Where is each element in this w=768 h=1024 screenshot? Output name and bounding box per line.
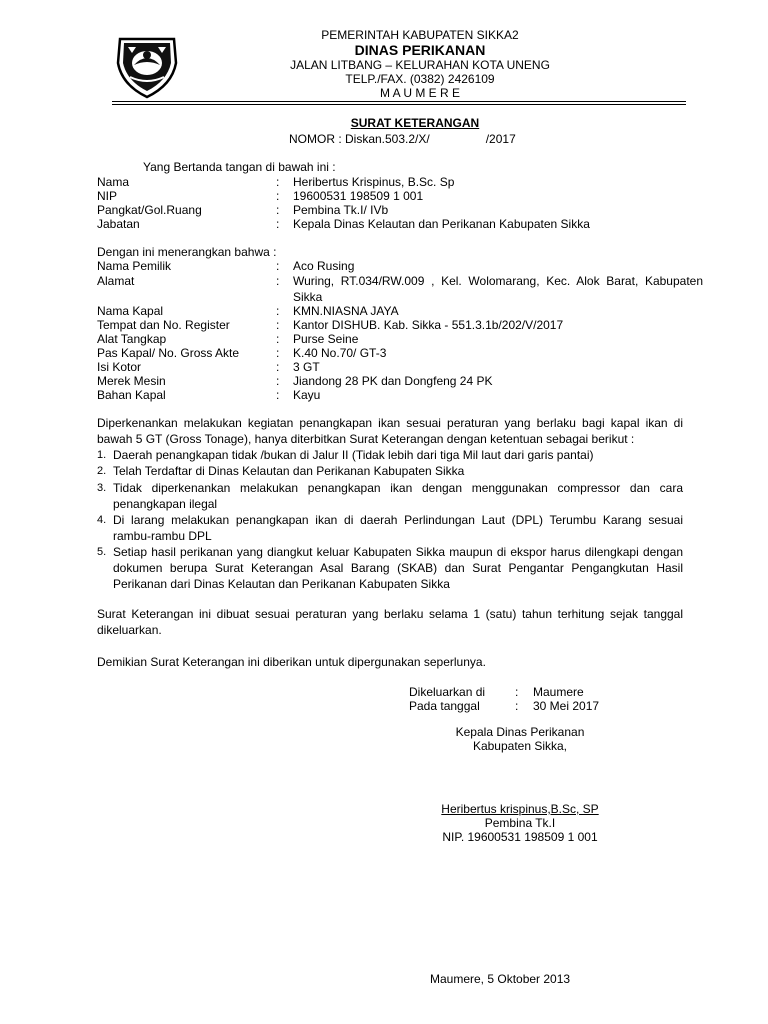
- row-label: Isi Kotor: [97, 360, 142, 374]
- signer-row-position: [97, 217, 707, 231]
- row-value: Purse Seine: [293, 332, 359, 346]
- row-value: 19600531 198509 1 001: [293, 189, 424, 203]
- condition-number: 4.: [97, 514, 107, 526]
- row-label: NIP: [97, 189, 118, 203]
- row-label: Alat Tangkap: [97, 332, 167, 346]
- signer-row-rank: [97, 203, 707, 217]
- issued-place-label: Dikeluarkan di: [409, 685, 486, 699]
- issued-date-colon: :: [515, 699, 519, 713]
- condition-text: Tidak diperkenankan melakukan penangkapan ikan dengan menggunakan compressor dan cara penangkapan ilegal: [113, 481, 683, 511]
- row-colon: :: [276, 346, 280, 360]
- statement-intro: Dengan ini menerangkan bahwa :: [97, 245, 277, 259]
- row-label: Nama Kapal: [97, 304, 164, 318]
- condition-text: Di larang melakukan penangkapan ikan di daerah Perlindungan Laut (DPL) Terumbu Karang sesuai rambu-rambu DPL: [113, 513, 683, 543]
- vessel-row-name: [97, 304, 707, 318]
- signer-row-name: [97, 175, 707, 189]
- row-colon: :: [276, 318, 280, 332]
- row-colon: :: [276, 304, 280, 318]
- row-value: Pembina Tk.I/ IVb: [293, 203, 389, 217]
- row-label: Nama: [97, 175, 130, 189]
- signature-role-line2: Kabupaten Sikka,: [472, 739, 568, 753]
- issued-place-row: [409, 685, 584, 699]
- condition-number: 2.: [97, 465, 107, 477]
- row-colon: :: [276, 332, 280, 346]
- header-government: PEMERINTAH KABUPATEN SIKKA2: [321, 28, 519, 42]
- header-city: M A U M E R E: [379, 86, 460, 100]
- row-label: Alamat: [97, 274, 135, 288]
- row-colon: :: [276, 189, 280, 203]
- issued-date-value: 30 Mei 2017: [533, 699, 600, 713]
- row-colon: :: [276, 175, 280, 189]
- header-phone: TELP./FAX. (0382) 2426109: [345, 72, 495, 86]
- row-value: Wuring, RT.034/RW.009 , Kel. Wolomarang, Kec. Alok Barat, Kabupaten Sikka: [293, 274, 703, 304]
- row-value: Kayu: [293, 388, 321, 402]
- vessel-row-tonnage: [97, 360, 707, 374]
- issued-date-row: [409, 699, 599, 713]
- row-value: KMN.NIASNA JAYA: [293, 304, 399, 318]
- document-number: [289, 132, 516, 146]
- document-title: SURAT KETERANGAN: [350, 116, 480, 130]
- row-colon: :: [276, 360, 280, 374]
- condition-text: Daerah penangkapan tidak /bukan di Jalur II (Tidak lebih dari tiga Mil laut dari garis pantai): [113, 448, 594, 462]
- row-value: 3 GT: [293, 360, 320, 374]
- row-label: Nama Pemilik: [97, 259, 172, 273]
- row-colon: :: [276, 259, 280, 273]
- document-number-suffix: /2017: [485, 132, 516, 146]
- condition-number: 5.: [97, 546, 107, 558]
- vessel-row-engine: [97, 374, 707, 388]
- row-colon: :: [276, 374, 280, 388]
- row-label: Bahan Kapal: [97, 388, 166, 402]
- row-label: Pangkat/Gol.Ruang: [97, 203, 202, 217]
- footer-date: Maumere, 5 Oktober 2013: [430, 972, 571, 986]
- row-colon: :: [276, 203, 280, 217]
- row-label: Merek Mesin: [97, 374, 166, 388]
- condition-number: 3.: [97, 482, 107, 494]
- permission-paragraph: Diperkenankan melakukan kegiatan penangkapan ikan sesuai peraturan yang berlaku bagi kapal ikan di bawah 5 GT (Gross Tonage), hanya diterbitkan Surat Keterangan dengan ketentuan sebagai berikut :: [97, 416, 683, 446]
- signature-role-line1: Kepala Dinas Perikanan: [455, 725, 585, 739]
- vessel-row-material: [97, 388, 707, 402]
- intro-text: Yang Bertanda tangan di bawah ini :: [143, 160, 336, 174]
- condition-text: Telah Terdaftar di Dinas Kelautan dan Perikanan Kabupaten Sikka: [113, 464, 465, 478]
- regency-emblem-logo: [112, 33, 182, 101]
- row-colon: :: [276, 388, 280, 402]
- header-agency-name: DINAS PERIKANAN: [354, 42, 486, 58]
- row-value: K.40 No.70/ GT-3: [293, 346, 387, 360]
- closing-paragraph: Demikian Surat Keterangan ini diberikan untuk dipergunakan seperlunya.: [97, 655, 486, 669]
- owner-row-name: [97, 259, 707, 273]
- row-label: Jabatan: [97, 217, 140, 231]
- header-rule-thin: [112, 104, 686, 105]
- signature-rank: Pembina Tk.I: [484, 816, 556, 830]
- header-rule-thick: [112, 101, 686, 102]
- row-value: Heribertus Krispinus, B.Sc. Sp: [293, 175, 455, 189]
- signer-row-nip: [97, 189, 707, 203]
- vessel-row-gear: [97, 332, 707, 346]
- row-value: Kepala Dinas Kelautan dan Perikanan Kabupaten Sikka: [293, 217, 590, 231]
- condition-number: 1.: [97, 449, 107, 461]
- issued-date-label: Pada tanggal: [409, 699, 480, 713]
- row-colon: :: [276, 274, 280, 288]
- vessel-row-pass: [97, 346, 707, 360]
- validity-paragraph: Surat Keterangan ini dibuat sesuai peraturan yang berlaku selama 1 (satu) tahun terhitung sejak tanggal dikeluarkan.: [97, 607, 683, 637]
- row-value: Jiandong 28 PK dan Dongfeng 24 PK: [293, 374, 493, 388]
- vessel-row-register: [97, 318, 707, 332]
- condition-text: Setiap hasil perikanan yang diangkut keluar Kabupaten Sikka maupun di ekspor harus dilengkapi dengan dokumen berupa Surat Keterangan Asal Barang (SKAB) dan Surat Pengantar Pengangkutan Hasil Perikanan dari Dinas Kelautan dan Perikanan Kabupaten Sikka: [113, 545, 683, 591]
- issued-place-value: Maumere: [533, 685, 584, 699]
- row-label: Pas Kapal/ No. Gross Akte: [97, 346, 240, 360]
- row-colon: :: [276, 217, 280, 231]
- signature-name: Heribertus krispinus,B.Sc, SP: [441, 802, 599, 816]
- document-number-prefix: NOMOR : Diskan.503.2/X/: [289, 132, 430, 146]
- owner-row-address: [97, 273, 707, 303]
- signature-nip: NIP. 19600531 198509 1 001: [442, 830, 598, 844]
- row-value: Kantor DISHUB. Kab. Sikka - 551.3.1b/202/V/2017: [293, 318, 564, 332]
- row-value: Aco Rusing: [293, 259, 355, 273]
- issued-place-colon: :: [515, 685, 519, 699]
- header-address: JALAN LITBANG – KELURAHAN KOTA UNENG: [290, 58, 550, 72]
- row-label: Tempat dan No. Register: [97, 318, 230, 332]
